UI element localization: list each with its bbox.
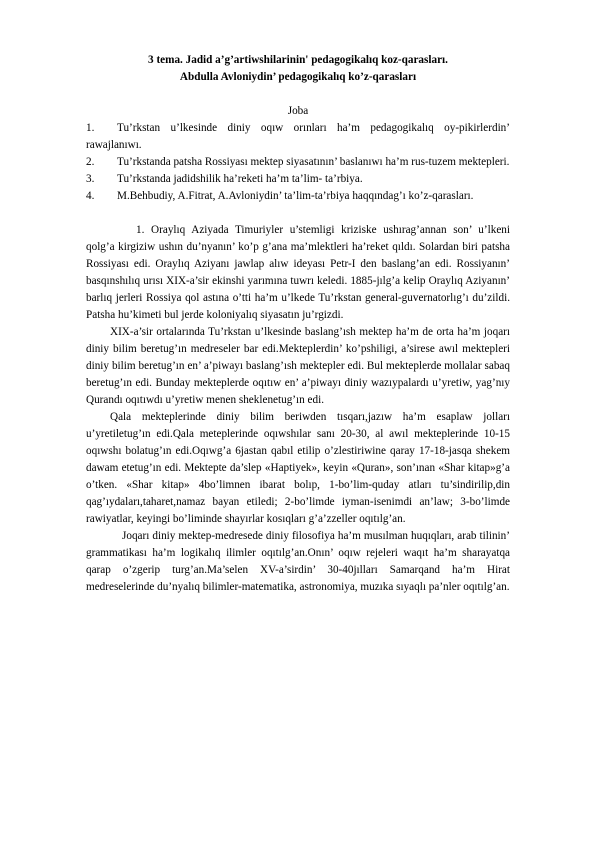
plan-item-number: 2. bbox=[86, 156, 95, 168]
plan-item-number: 4. bbox=[86, 190, 95, 202]
plan-list bbox=[86, 120, 510, 205]
plan-item-text: Tu’rkstanda jadidshilik ha’reketi ha’m ta’lim- ta’rbiya. bbox=[117, 173, 363, 185]
plan-item-number: 1. bbox=[86, 122, 95, 134]
document-title bbox=[86, 52, 510, 86]
plan-item-2 bbox=[86, 154, 510, 171]
title-line-2: Abdulla Avloniydin’ pedagogikalıq ko’z-qarasları bbox=[179, 71, 417, 83]
plan-item-text: Tu’rkstan u’lkesinde diniy oqıw orınları ha’m pedagogikalıq oy-pikirlerdin’ rawajlanıwı. bbox=[86, 122, 510, 151]
title-line-1: 3 tema. Jadid a’g’artiwshilarinin' pedagogikalıq koz-qarasları. bbox=[148, 54, 448, 66]
plan-item-1 bbox=[86, 120, 510, 154]
body-paragraph-1: 1. Oraylıq Aziyada Timuriyler u’stemligi kriziske ushırag’annan son’ u’lkeni qolg’a kirgiziw ushın du’nyanın’ ko’p g’ana ma’mlektleri ha’reket qıldı. Solardan biri patsha Rossiyası edi. Oraylıq Aziyanı jawlap alıw ideyası Petr-I den baslang’an edi. Rossiyanın’ basqınshılıq urısı XIX-a’sir ekinshi yarımına tuwrı keledi. 1885-jılg’a kelip Oraylıq Aziyanın’ barlıq jerleri Rossiya qol astına o’tti ha’m u’lkede Tu’rkstan general-guvernatorlıg’ı du’zildi. Patsha hu’kimeti bul jerde koloniyalıq siyasatın ju’rgizdi. bbox=[86, 224, 510, 321]
body-paragraph-2: XIX-a’sir ortalarında Tu’rkstan u’lkesinde baslang’ısh mektep ha’m de orta ha’m joqarı diniy bilim beretug’ın medreseler bar edi.Mekteplerdin’ ko’pshiligi, a’sirese awıl mektepleri diniy bilim beretug’ın en’ a’piwayı baslang’ısh mektepler edi. Bul mekteplerde mollalar sabaq beretug’ın edi. Bunday mekteplerde oqıtıw en’ a’piwayı diniy wazıypalardı u’yretiw, yag’nıy Qurandı oqıtıwdı u’yretiw menen sheklenetug’ın edi. bbox=[86, 326, 510, 406]
body-paragraph-4: Joqarı diniy mektep-medresede diniy filosofiya ha’m musılman huqıqları, arab tilinin’ grammatikası ha’m logikalıq ilimler oqıtılg’an.Onın’ oqıw rejeleri waqıt ha’m sharayatqa qarap o’zgerip turg’an.Ma’selen XV-a’sirdin’ 30-40jılları Samarqand ha’m Hirat medreselerinde du’nyalıq bilimler-matematika, astronomiya, muzıka sıyaqlı pa’nler oqıtılg’an. bbox=[86, 530, 510, 593]
plan-item-4 bbox=[86, 188, 510, 205]
plan-heading: Joba bbox=[287, 105, 309, 117]
plan-item-text: Tu’rkstanda patsha Rossiyası mektep siyasatının’ baslanıwı ha’m rus-tuzem mektepleri. bbox=[117, 156, 510, 168]
document-page bbox=[86, 52, 510, 596]
plan-item-number: 3. bbox=[86, 173, 95, 185]
body-paragraph-3: Qala mekteplerinde diniy bilim beriwden tısqarı,jazıw ha’m esaplaw jolları u’yretiletug’ın edi.Qala meteplerinde oqıwshılar sanı 20-30, al awıl mekteplerinde 10-15 oqıwshı bolatug’ın edi.Oqıwg’a 6jastan qabıl etilip o’zlestiriwine qaray 17-18-jasqa shekem dawam etetug’ın edi. Mektepte da’slep «Haptiyek», keyin «Quran», son’ınan «Shar kitap»g’a o’tken. «Shar kitap» 4bo’limnen ibarat bolıp, 1-bo’lim-quday atları tu’sindirilip,din qag’ıydaları,taharet,namaz bayan etiledi; 2-bo’limde iyman-isenimdi an’law; 3-bo’limde rawiyatlar, keyingi bo’liminde shayırlar kosıqları g’a’zzeller oqıtılg’an. bbox=[86, 411, 510, 525]
plan-item-3 bbox=[86, 171, 510, 188]
plan-item-text: M.Behbudiy, A.Fitrat, A.Avloniydin’ ta’lim-ta’rbiya haqqındag’ı ko’z-qarasları. bbox=[117, 190, 474, 202]
